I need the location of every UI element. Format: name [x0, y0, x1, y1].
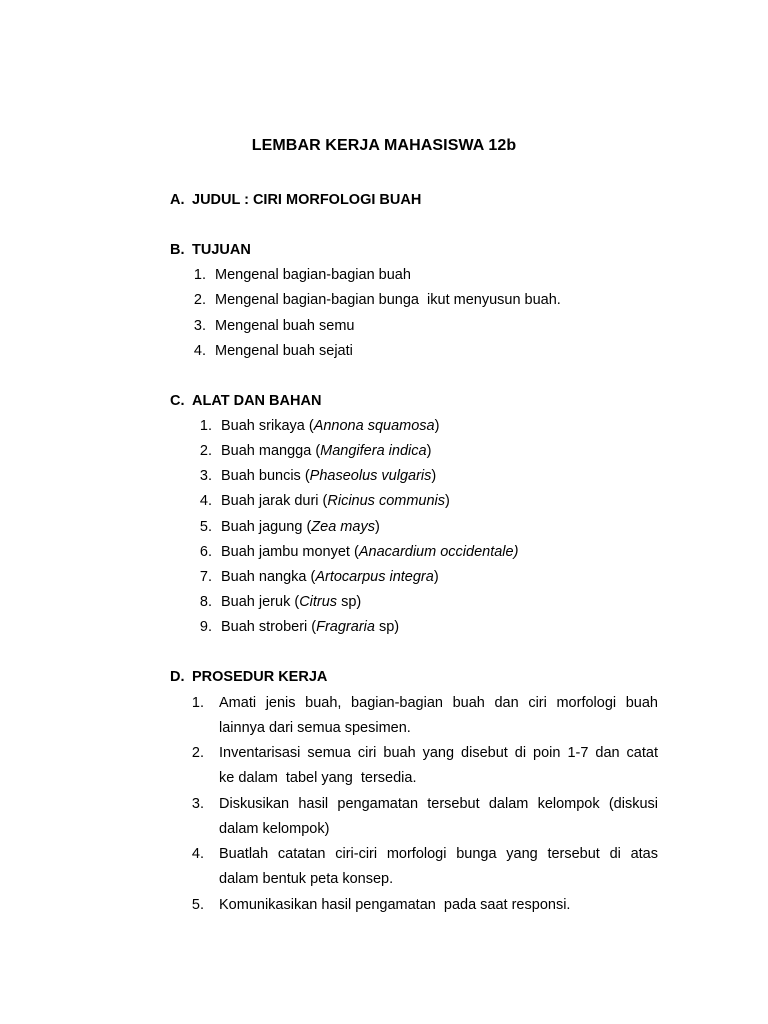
- alat-item-suffix: ): [434, 418, 440, 434]
- alat-item-common-name: Buah buncis (: [221, 468, 310, 484]
- tujuan-item: [192, 267, 411, 283]
- tujuan-item: [192, 318, 354, 334]
- alat-item: [198, 519, 380, 535]
- section-a-title: JUDUL : CIRI MORFOLOGI BUAH: [192, 192, 422, 208]
- alat-item-scientific-name: Zea mays: [311, 519, 375, 535]
- alat-item-suffix: sp): [337, 594, 362, 610]
- alat-item-common-name: Buah jeruk (: [221, 594, 300, 610]
- tujuan-item-text: Mengenal bagian-bagian bunga ikut menyusun buah.: [215, 292, 561, 308]
- alat-item-scientific-name: Anacardium occidentale): [358, 544, 519, 560]
- alat-item-scientific-name: Phaseolus vulgaris: [309, 468, 432, 484]
- procedure-item-number: 3.: [191, 796, 204, 812]
- section-b-heading: [170, 242, 251, 258]
- procedure-item-line: Komunikasikan hasil pengamatan pada saat responsi.: [219, 897, 571, 913]
- procedure-item-line: dalam kelompok): [219, 821, 330, 837]
- alat-item: [198, 468, 436, 484]
- tujuan-item-number: 3.: [193, 318, 206, 334]
- tujuan-item: [192, 292, 561, 308]
- tujuan-item-number: 2.: [193, 292, 206, 308]
- alat-item: [198, 418, 439, 434]
- section-d-heading: [170, 669, 327, 685]
- tujuan-item-text: Mengenal bagian-bagian buah: [215, 267, 411, 283]
- alat-item-common-name: Buah mangga (: [221, 443, 321, 459]
- section-b-letter: B.: [170, 242, 185, 258]
- alat-item-suffix: ): [445, 493, 450, 509]
- alat-item-text: [221, 519, 380, 535]
- alat-item-common-name: Buah jarak duri (: [221, 493, 328, 509]
- alat-item-text: [221, 493, 450, 509]
- alat-item-number: 6.: [199, 544, 212, 560]
- alat-item-scientific-name: Ricinus communis: [327, 493, 446, 509]
- procedure-item-number: 2.: [191, 745, 204, 761]
- alat-item-common-name: Buah srikaya (: [221, 418, 314, 434]
- section-c-title: ALAT DAN BAHAN: [192, 393, 322, 409]
- alat-item-suffix: ): [374, 519, 380, 535]
- alat-item-number: 7.: [199, 569, 212, 585]
- alat-item: [198, 569, 439, 585]
- alat-item-suffix: ): [426, 443, 432, 459]
- alat-item-suffix: ): [431, 468, 437, 484]
- alat-item-number: 4.: [199, 493, 212, 509]
- alat-item-text: [221, 619, 399, 635]
- alat-item-scientific-name: Citrus: [299, 594, 338, 610]
- alat-item-common-name: Buah jagung (: [221, 519, 312, 535]
- alat-item-text: [221, 443, 431, 459]
- procedure-item-line: lainnya dari semua spesimen.: [219, 720, 411, 736]
- alat-item-scientific-name: Artocarpus integra: [315, 569, 434, 585]
- procedure-item-line: Inventarisasi semua ciri buah yang disebut di poin 1-7 dan catat: [219, 745, 658, 761]
- procedure-item-line: ke dalam tabel yang tersedia.: [219, 770, 417, 786]
- tujuan-item-text: Mengenal buah sejati: [215, 343, 353, 359]
- procedure-item-line: Amati jenis buah, bagian-bagian buah dan ciri morfologi buah: [219, 695, 658, 711]
- alat-item: [198, 544, 518, 560]
- alat-item-text: [221, 544, 518, 560]
- section-b-title: TUJUAN: [192, 242, 251, 258]
- alat-item: [198, 493, 450, 509]
- alat-item-scientific-name: Fragraria: [316, 619, 375, 635]
- alat-item-number: 2.: [199, 443, 212, 459]
- section-d-title: PROSEDUR KERJA: [192, 669, 328, 685]
- procedure-item-number: 4.: [191, 846, 204, 862]
- alat-item-text: [221, 594, 361, 610]
- tujuan-item: [192, 343, 353, 359]
- tujuan-item-number: 1.: [193, 267, 206, 283]
- alat-item-number: 9.: [199, 619, 212, 635]
- alat-item-common-name: Buah jambu monyet (: [221, 544, 359, 560]
- tujuan-item-number: 4.: [193, 343, 206, 359]
- procedure-item-line: Buatlah catatan ciri-ciri morfologi bunga yang tersebut di atas: [219, 846, 658, 862]
- section-c-heading: [170, 393, 321, 409]
- alat-item: [198, 594, 361, 610]
- procedure-item-number: 1.: [191, 695, 204, 711]
- alat-item-text: [221, 418, 439, 434]
- procedure-item-number: 5.: [191, 897, 204, 913]
- section-d-letter: D.: [170, 669, 185, 685]
- alat-item-number: 1.: [199, 418, 212, 434]
- alat-item: [198, 443, 431, 459]
- alat-item-scientific-name: Annona squamosa: [313, 418, 435, 434]
- tujuan-item-text: Mengenal buah semu: [215, 318, 355, 334]
- alat-item-number: 3.: [199, 468, 212, 484]
- alat-item-common-name: Buah nangka (: [221, 569, 316, 585]
- procedure-item-text: [219, 893, 658, 918]
- procedure-item-line: dalam bentuk peta konsep.: [219, 871, 394, 887]
- procedure-item-text: [219, 741, 658, 791]
- alat-item-number: 5.: [199, 519, 212, 535]
- alat-item-suffix: sp): [374, 619, 400, 635]
- section-a-letter: A.: [170, 192, 185, 208]
- alat-item-suffix: ): [433, 569, 439, 585]
- procedure-item-text: [219, 792, 658, 842]
- alat-item-text: [221, 468, 436, 484]
- procedure-item-text: [219, 691, 658, 741]
- section-a-heading: [170, 192, 421, 208]
- alat-item: [198, 619, 399, 635]
- procedure-item-text: [219, 842, 658, 892]
- section-c-letter: C.: [170, 393, 185, 409]
- alat-item-scientific-name: Mangifera indica: [320, 443, 427, 459]
- alat-item-number: 8.: [199, 594, 212, 610]
- alat-item-common-name: Buah stroberi (: [221, 619, 317, 635]
- alat-item-text: [221, 569, 439, 585]
- page-title: LEMBAR KERJA MAHASISWA 12b: [251, 137, 517, 154]
- procedure-item-line: Diskusikan hasil pengamatan tersebut dalam kelompok (diskusi: [219, 796, 658, 812]
